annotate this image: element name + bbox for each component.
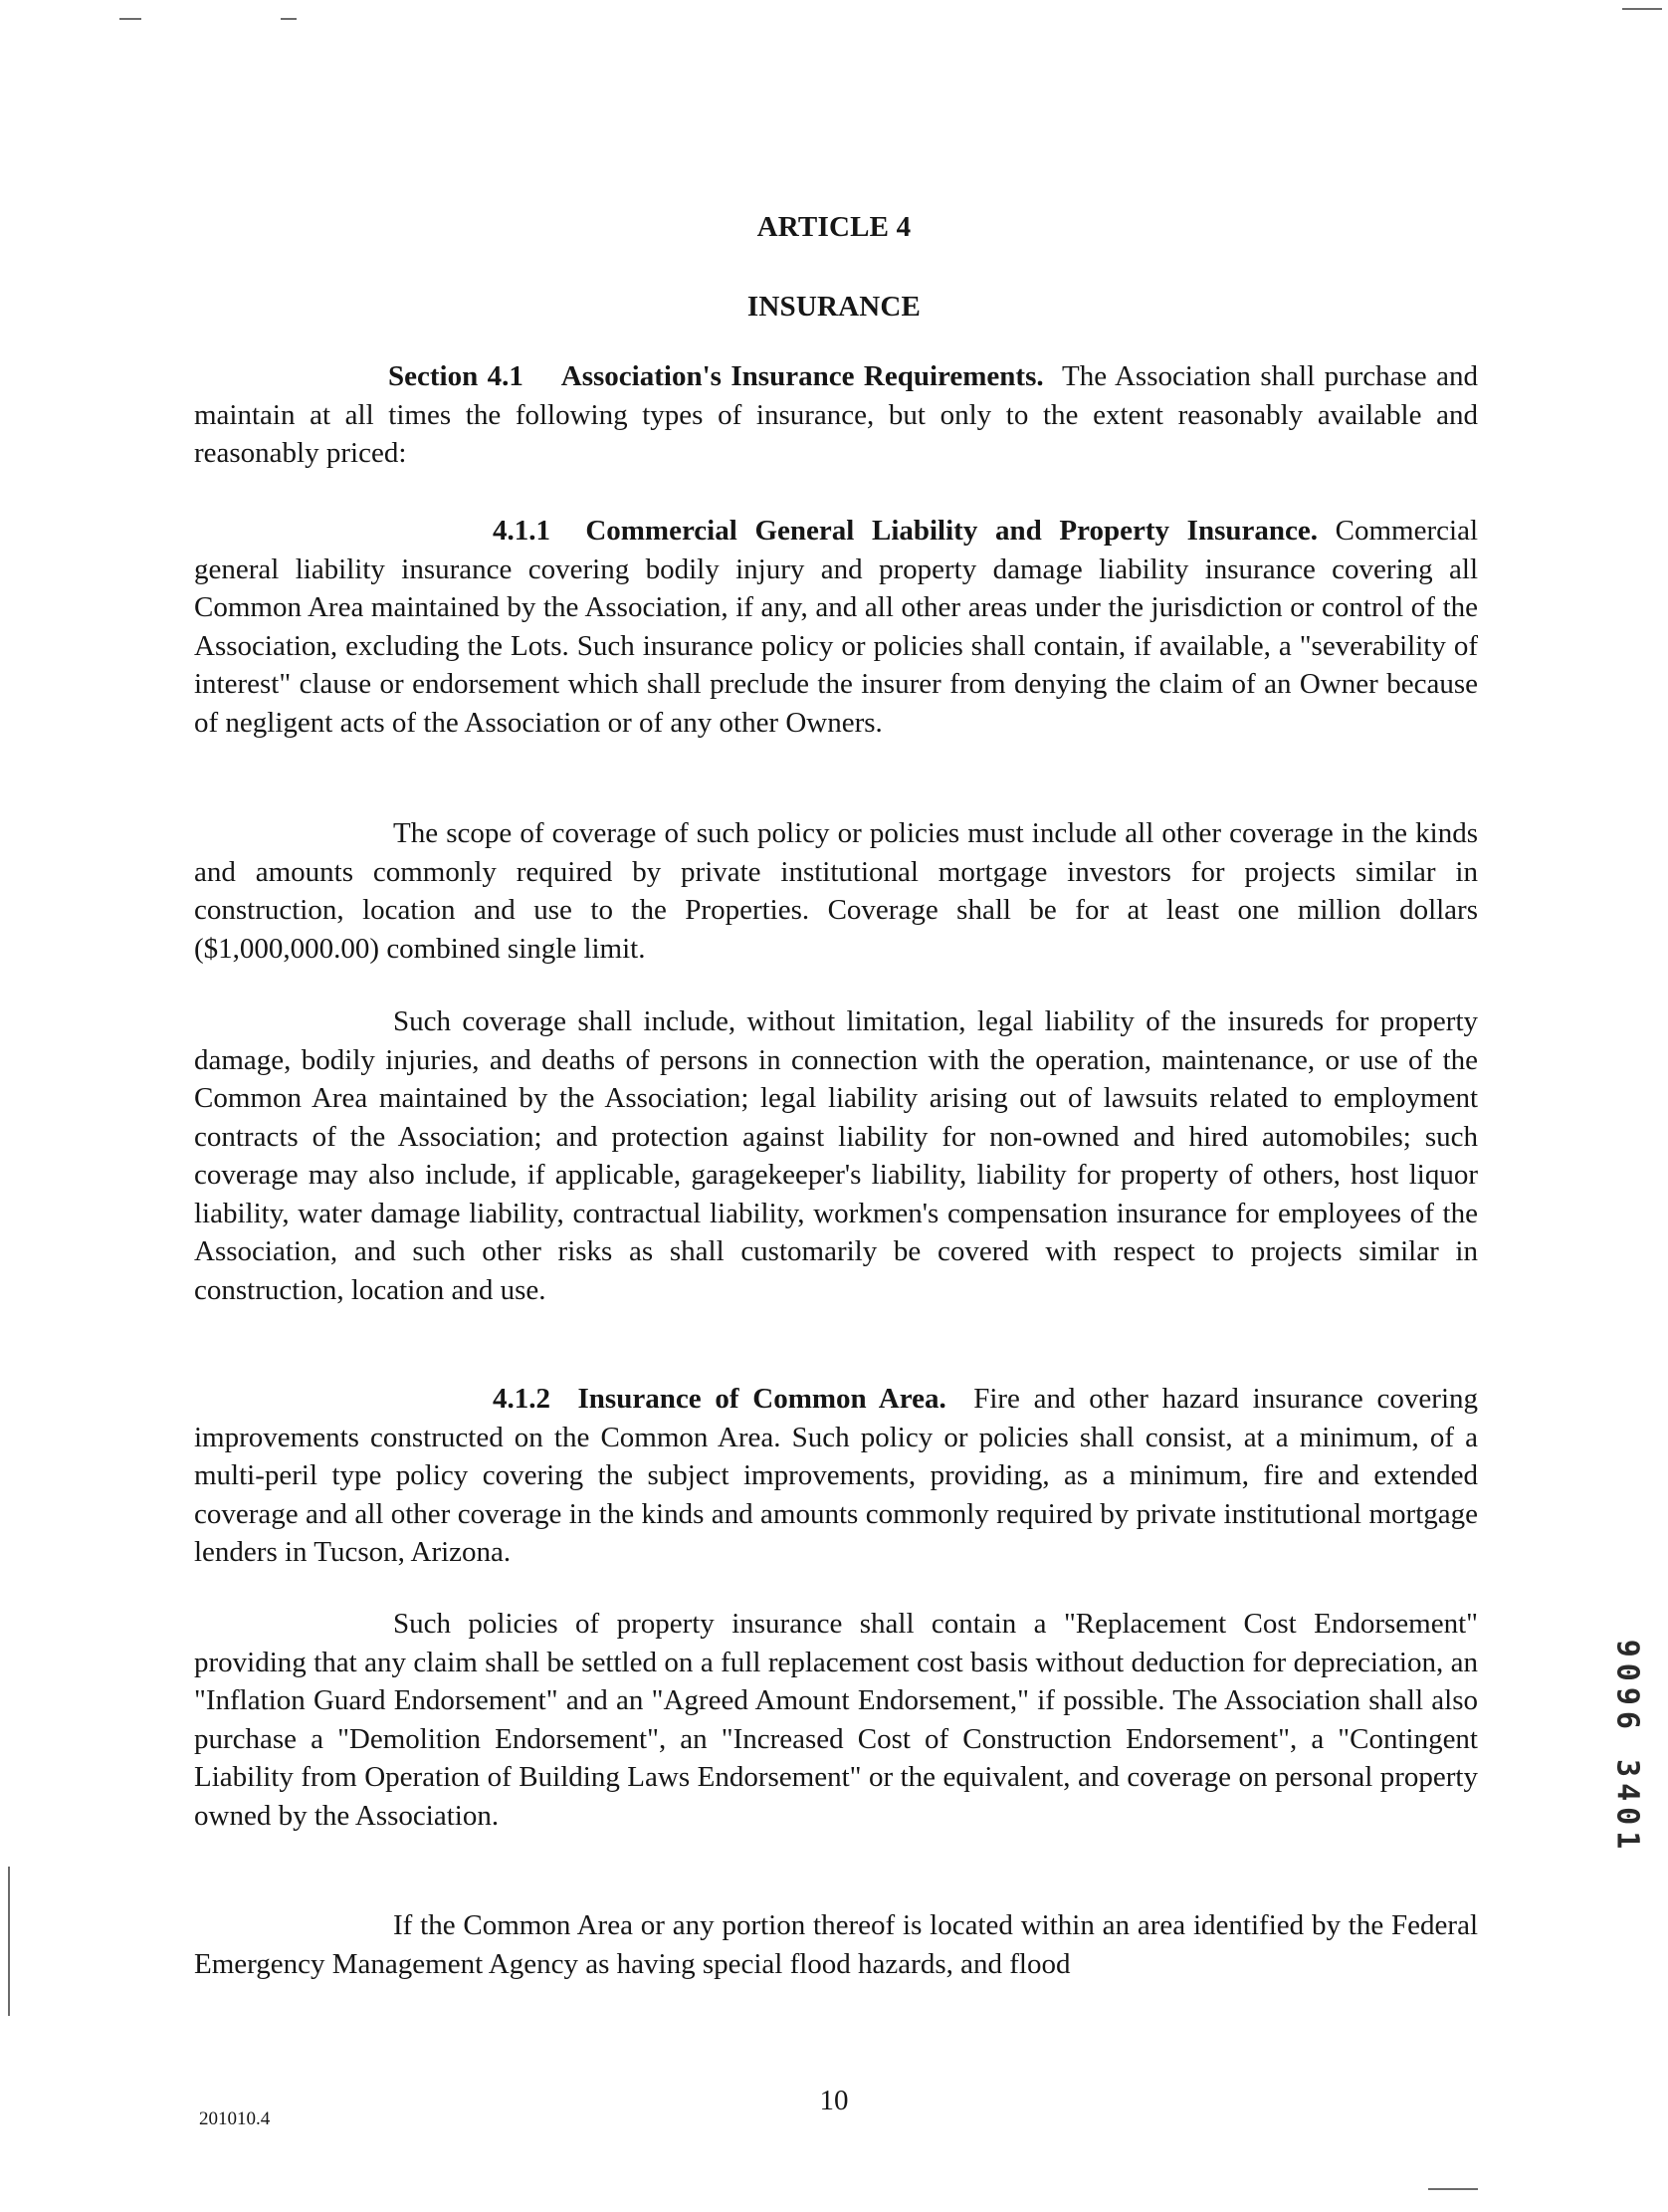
side-stamp-text: 9096 3401 (1609, 1639, 1645, 1856)
document-number: 201010.4 (199, 2108, 271, 2129)
article-title: INSURANCE (746, 291, 922, 323)
section-4-1-1-label: 4.1.1 (493, 515, 550, 547)
section-4-1-1-paragraph: 4.1.1 Commercial General Liability and Property Insurance. Commercial general liability insurance covering bodily injury and property damage liability insurance covering all Common Area maintained by the Association, if any, and all other areas under the jurisdiction or control of the Association, excluding the Lots. Such insurance policy or policies shall contain, if available, a "severability of interest" clause or endorsement which shall preclude the insurer from denying the claim of an Owner because of negligent acts of the Association or of any other Owners. (194, 515, 1478, 739)
side-stamp (1607, 1568, 1647, 1926)
section-4-1-paragraph: Section 4.1 Association's Insurance Requirements. The Association shall purchase and maintain at all times the following types of insurance, but only to the extent reasonably available and reasonably priced: (194, 360, 1478, 469)
section-4-1-1-text: Commercial general liability insurance covering bodily injury and property damage liability insurance covering all Common Area maintained by the Association, if any, and all other areas under the jurisdiction or control of the Association, excluding the Lots. Such insurance policy or policies shall contain, if available, a "severability of interest" clause or endorsement which shall preclude the insurer from denying the claim of an Owner because of negligent acts of the Association or of any other Owners. (194, 515, 1478, 739)
section-4-1-2-paragraph-2-text: Such policies of property insurance shall contain a "Replacement Cost Endorsement" providing that any claim shall be settled on a full replacement cost basis without deduction for depreciation, an "Inflation Guard Endorsement" and an "Agreed Amount Endorsement," if possible. The Association shall also purchase a "Demolition Endorsement", an "Increased Cost of Construction Endorsement", a "Contingent Liability from Operation of Building Laws Endorsement" or the equivalent, and coverage on personal property owned by the Association. (194, 1608, 1478, 1832)
section-4-1-heading: Association's Insurance Requirements (560, 360, 1037, 392)
section-4-1-2-paragraph: 4.1.2 Insurance of Common Area. Fire and other hazard insurance covering improvements constructed on the Common Area. Such policy or policies shall consist, at a minimum, of a multi-peril type policy covering the subject improvements, providing, as a minimum, fire and extended coverage and all other coverage in the kinds and amounts commonly required by private institutional mortgage lenders in Tucson, Arizona. (194, 1383, 1478, 1568)
section-4-1-2-paragraph-3 (194, 1906, 1478, 1983)
section-4-1-1-paragraph-2-text: The scope of coverage of such policy or policies must include all other coverage in the kinds and amounts commonly required by private institutional mortgage investors for projects similar in construction, location and use to the Properties. Coverage shall be for at least one million dollars ($1,000,000.00) combined single limit. (194, 817, 1478, 965)
section-4-1-1-heading: Commercial General Liability and Property Insurance (585, 515, 1311, 547)
section-4-1-2-paragraph-3-text: If the Common Area or any portion thereof is located within an area identified by the Federal Emergency Management Agency as having special flood hazards, and flood (194, 1909, 1478, 1980)
section-4-1-label: Section 4.1 (388, 360, 523, 392)
section-4-1-1-paragraph-3 (194, 1002, 1478, 1309)
scan-mark-top-left-1 (119, 18, 141, 20)
scan-mark-top-left-2 (281, 18, 297, 20)
page-number: 10 (819, 2085, 849, 2116)
section-4-1-2-text: Fire and other hazard insurance covering improvements constructed on the Common Area. Such policy or policies shall consist, at a minimum, of a multi-peril type policy covering the subject improvements, providing, as a minimum, fire and extended coverage and all other coverage in the kinds and amounts commonly required by private institutional mortgage lenders in Tucson, Arizona. (194, 1383, 1478, 1568)
section-4-1-1-paragraph-3-text: Such coverage shall include, without limitation, legal liability of the insureds for property damage, bodily injuries, and deaths of persons in connection with the operation, maintenance, or use of the Common Area maintained by the Association; legal liability arising out of lawsuits related to employment contracts of the Association; and protection against liability for non-owned and hired automobiles; such coverage may also include, if applicable, garagekeeper's liability, liability for property of others, host liquor liability, water damage liability, contractual liability, workmen's compensation insurance for employees of the Association, and such other risks as shall customarily be covered with respect to projects similar in construction, location and use. (194, 1005, 1478, 1306)
section-4-1-text: The Association shall purchase and maintain at all times the following types of insurance, but only to the extent reasonably available and reasonably priced: (194, 360, 1478, 469)
section-4-1-2-paragraph-2 (194, 1605, 1478, 1835)
section-4-1-1-paragraph-2 (194, 814, 1478, 968)
section-4-1-2-heading: Insurance of Common Area (577, 1383, 939, 1415)
scan-mark-top-right (1622, 8, 1662, 10)
section-4-1-2-label: 4.1.2 (493, 1383, 550, 1415)
scan-mark-left-margin (8, 1867, 10, 2016)
article-number: ARTICLE 4 (756, 211, 912, 243)
scan-mark-bottom-right (1428, 2188, 1478, 2190)
